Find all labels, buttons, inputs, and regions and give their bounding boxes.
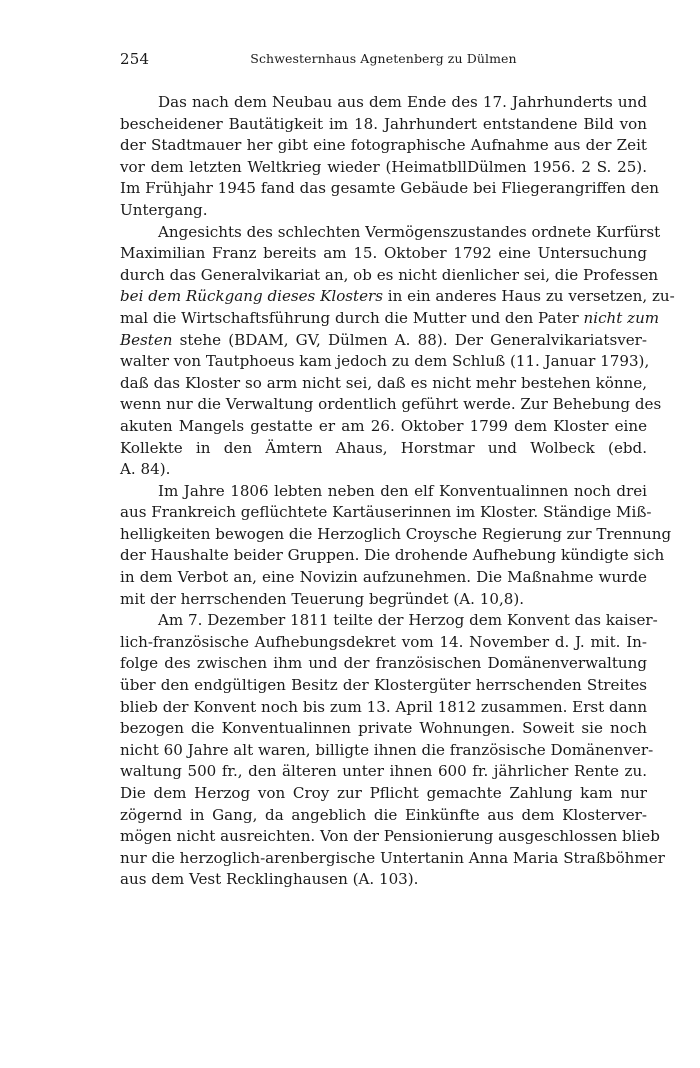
text-run: stehe (BDAM, GV, Dülmen A. 88). Der Generalvikariatsver- <box>172 330 647 349</box>
text-run: wenn nur die Verwaltung ordentlich geführt werde. Zur Behebung des <box>120 395 662 414</box>
text-run: in dem Verbot an, eine Novizin aufzunehmen. Die Maßnahme wurde <box>120 568 647 587</box>
text-run: akuten Mangels gestatte er am 26. Oktober 1799 dem Kloster eine <box>120 416 647 435</box>
text-line <box>120 286 675 308</box>
text-run: blieb der Konvent noch bis zum 13. April 1812 zusammen. Erst dann <box>120 697 648 716</box>
text-line <box>120 783 647 805</box>
text-line <box>120 416 647 438</box>
italic-text: Besten <box>120 330 173 349</box>
text-run: bescheidener Bautätigkeit im 18. Jahrhundert entstandene Bild von <box>120 114 647 133</box>
text-line <box>120 589 647 611</box>
text-run: A. 84). <box>120 460 171 479</box>
text-run: Kollekte in den Ämtern Ahaus, Horstmar und Wolbeck (ebd. <box>120 438 647 457</box>
text-run: bezogen die Konventualinnen private Wohnungen. Soweit sie noch <box>120 719 647 738</box>
page-number: 254 <box>120 50 150 68</box>
text-run: der Stadtmauer her gibt eine fotographische Aufnahme aus der Zeit <box>120 136 647 155</box>
italic-text: nicht zum <box>583 308 660 327</box>
text-line <box>120 178 660 200</box>
text-line <box>120 394 662 416</box>
text-run: aus Frankreich geflüchtete Kartäuserinnen im Kloster. Ständige Miß- <box>120 503 652 522</box>
text-run: nicht 60 Jahre alt waren, billigte ihnen die französische Domänenver- <box>120 740 654 759</box>
text-line <box>120 718 647 740</box>
text-line <box>120 610 658 632</box>
text-line <box>120 653 647 675</box>
text-line <box>120 826 660 848</box>
paragraph <box>120 92 660 222</box>
text-run: folge des zwischen ihm und der französischen Domänenverwaltung <box>120 654 647 673</box>
paragraph <box>120 610 665 891</box>
text-run: Am 7. Dezember 1811 teilte der Herzog dem Konvent das kaiser- <box>158 611 658 630</box>
text-run: Angesichts des schlechten Vermögenszustandes ordnete Kurfürst <box>158 222 661 241</box>
text-line <box>120 761 647 783</box>
paragraph <box>120 481 672 611</box>
text-run: daß das Kloster so arm nicht sei, daß es nicht mehr bestehen könne, <box>120 373 647 392</box>
text-line <box>120 92 647 114</box>
text-run: mögen nicht ausreichten. Von der Pensionierung ausgeschlossen blieb <box>120 827 660 846</box>
text-line <box>120 502 652 524</box>
text-run: lich-französische Aufhebungsdekret vom 14. November d. J. mit. In- <box>120 632 647 651</box>
text-run: in ein anderes Haus zu versetzen, zu- <box>383 287 675 306</box>
text-run: über den endgültigen Besitz der Klostergüter herrschenden Streites <box>120 676 647 695</box>
text-run: aus dem Vest Recklinghausen (A. 103). <box>120 870 419 889</box>
text-line <box>120 459 647 481</box>
italic-text: bei dem Rückgang dieses Klosters <box>120 287 383 306</box>
text-line <box>120 135 647 157</box>
text-line <box>120 222 661 244</box>
paragraph <box>120 222 675 481</box>
text-run: Im Frühjahr 1945 fand das gesamte Gebäude bei Fliegerangriffen den <box>120 179 660 198</box>
text-run: waltung 500 fr., den älteren unter ihnen 600 fr. jährlicher Rente zu. <box>120 762 647 781</box>
text-run: mit der herrschenden Teuerung begründet (A. 10,8). <box>120 589 525 608</box>
text-line <box>120 632 647 654</box>
text-line <box>120 308 660 330</box>
text-run: vor dem letzten Weltkrieg wieder (HeimatbllDülmen 1956. 2 S. 25). <box>120 157 647 176</box>
text-line <box>120 438 647 460</box>
text-line <box>120 869 647 891</box>
text-run: zögernd in Gang, da angeblich die Einkünfte aus dem Klosterver- <box>120 805 647 824</box>
text-run: der Haushalte beider Gruppen. Die drohende Aufhebung kündigte sich <box>120 546 665 565</box>
text-run: walter von Tautphoeus kam jedoch zu dem Schluß (11. Januar 1793), <box>120 352 650 371</box>
text-run: Untergang. <box>120 200 208 219</box>
text-line <box>120 200 647 222</box>
text-run: nur die herzoglich-arenbergische Untertanin Anna Maria Straßböhmer <box>120 848 665 867</box>
text-line <box>120 805 647 827</box>
text-line <box>120 351 650 373</box>
text-run: helligkeiten bewogen die Herzoglich Croysche Regierung zur Trennung <box>120 524 672 543</box>
text-line <box>120 114 647 136</box>
text-line <box>120 330 647 352</box>
text-line <box>120 697 647 719</box>
text-run: Im Jahre 1806 lebten neben den elf Konventualinnen noch drei <box>158 481 647 500</box>
text-line <box>120 265 659 287</box>
text-line <box>120 524 672 546</box>
text-line <box>120 545 665 567</box>
body-text <box>120 92 675 891</box>
text-run: Maximilian Franz bereits am 15. Oktober 1792 eine Untersuchung <box>120 244 647 263</box>
running-title: Schwesternhaus Agnetenberg zu Dülmen <box>250 51 517 66</box>
text-line <box>120 481 647 503</box>
text-line <box>120 373 647 395</box>
text-run: Die dem Herzog von Croy zur Pflicht gemachte Zahlung kam nur <box>120 784 647 802</box>
text-run: mal die Wirtschaftsführung durch die Mutter und den Pater <box>120 308 584 327</box>
text-line <box>120 740 654 762</box>
running-header <box>120 50 647 72</box>
text-line <box>120 157 647 179</box>
text-run: durch das Generalvikariat an, ob es nicht dienlicher sei, die Professen <box>120 265 659 284</box>
text-line <box>120 675 647 697</box>
text-run: Das nach dem Neubau aus dem Ende des 17. Jahrhunderts und <box>158 93 647 111</box>
text-line <box>120 848 665 870</box>
text-line <box>120 567 647 589</box>
text-line <box>120 243 647 265</box>
